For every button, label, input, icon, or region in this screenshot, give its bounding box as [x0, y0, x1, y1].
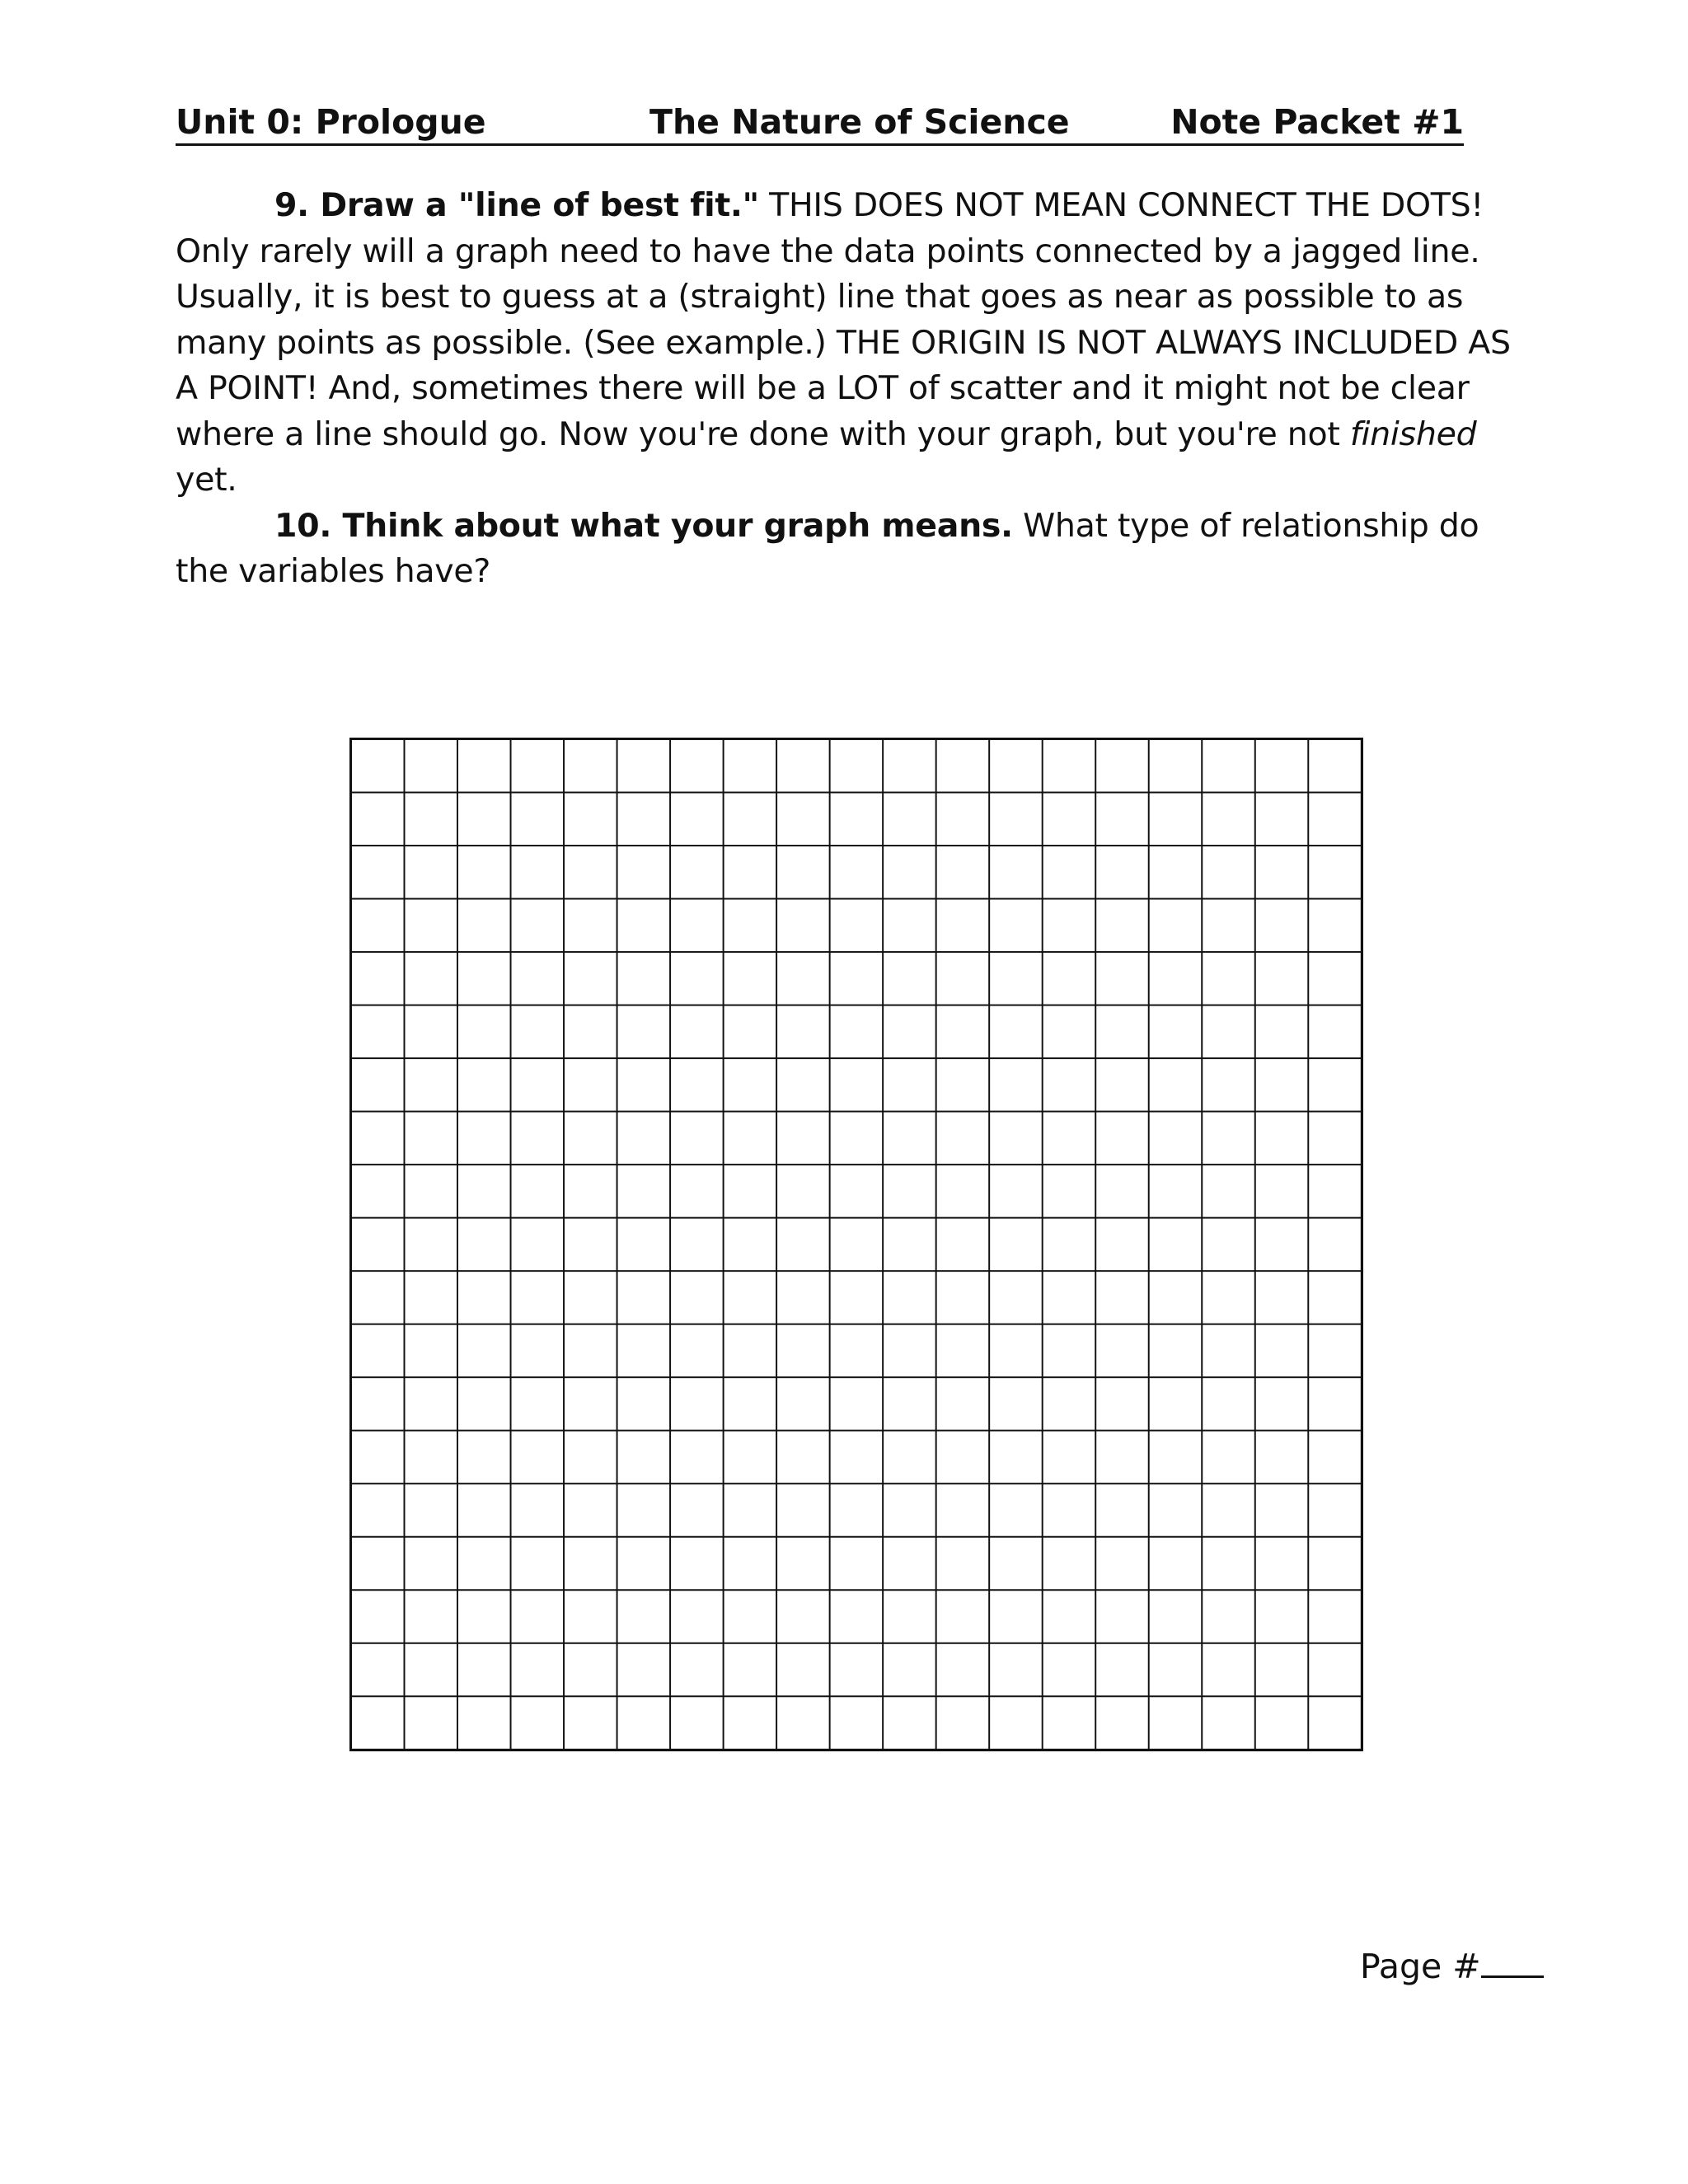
step-9-paragraph: [176, 183, 1536, 504]
step-9-text: THIS DOES NOT MEAN CONNECT THE DOTS! Only rarely will a graph need to have the data points connected by a jagged line. Usually, it is best to guess at a (straight) line that goes as near as possible to as many points as possible. (See example.) THE ORIGIN IS NOT ALWAYS INCLUDED AS A POINT! And, sometimes there will be a LOT of scatter and it might not be clear where a line should go. Now you're done with your graph, but you're not: [176, 186, 1511, 453]
page-number-footer: [1360, 1943, 1544, 1990]
page-number-blank: [1481, 1947, 1544, 1978]
step-9-heading: 9. Draw a "line of best fit.": [274, 186, 759, 224]
unit-title: Unit 0: Prologue: [176, 102, 486, 142]
step-10-heading: 10. Think about what your graph means.: [274, 506, 1013, 545]
blank-graph-grid: [349, 738, 1363, 1751]
step-9-tail: yet.: [176, 461, 237, 499]
step-10-text: What type of relationship do the variables have?: [176, 506, 1479, 590]
instructions: [176, 183, 1536, 595]
page-number-label: Page #: [1360, 1947, 1481, 1986]
page-header: [176, 101, 1464, 146]
packet-title: Note Packet #1: [1170, 102, 1464, 142]
step-9-emphasis: finished: [1349, 415, 1477, 453]
topic-title: The Nature of Science: [649, 102, 1070, 142]
step-10-paragraph: [176, 504, 1536, 595]
